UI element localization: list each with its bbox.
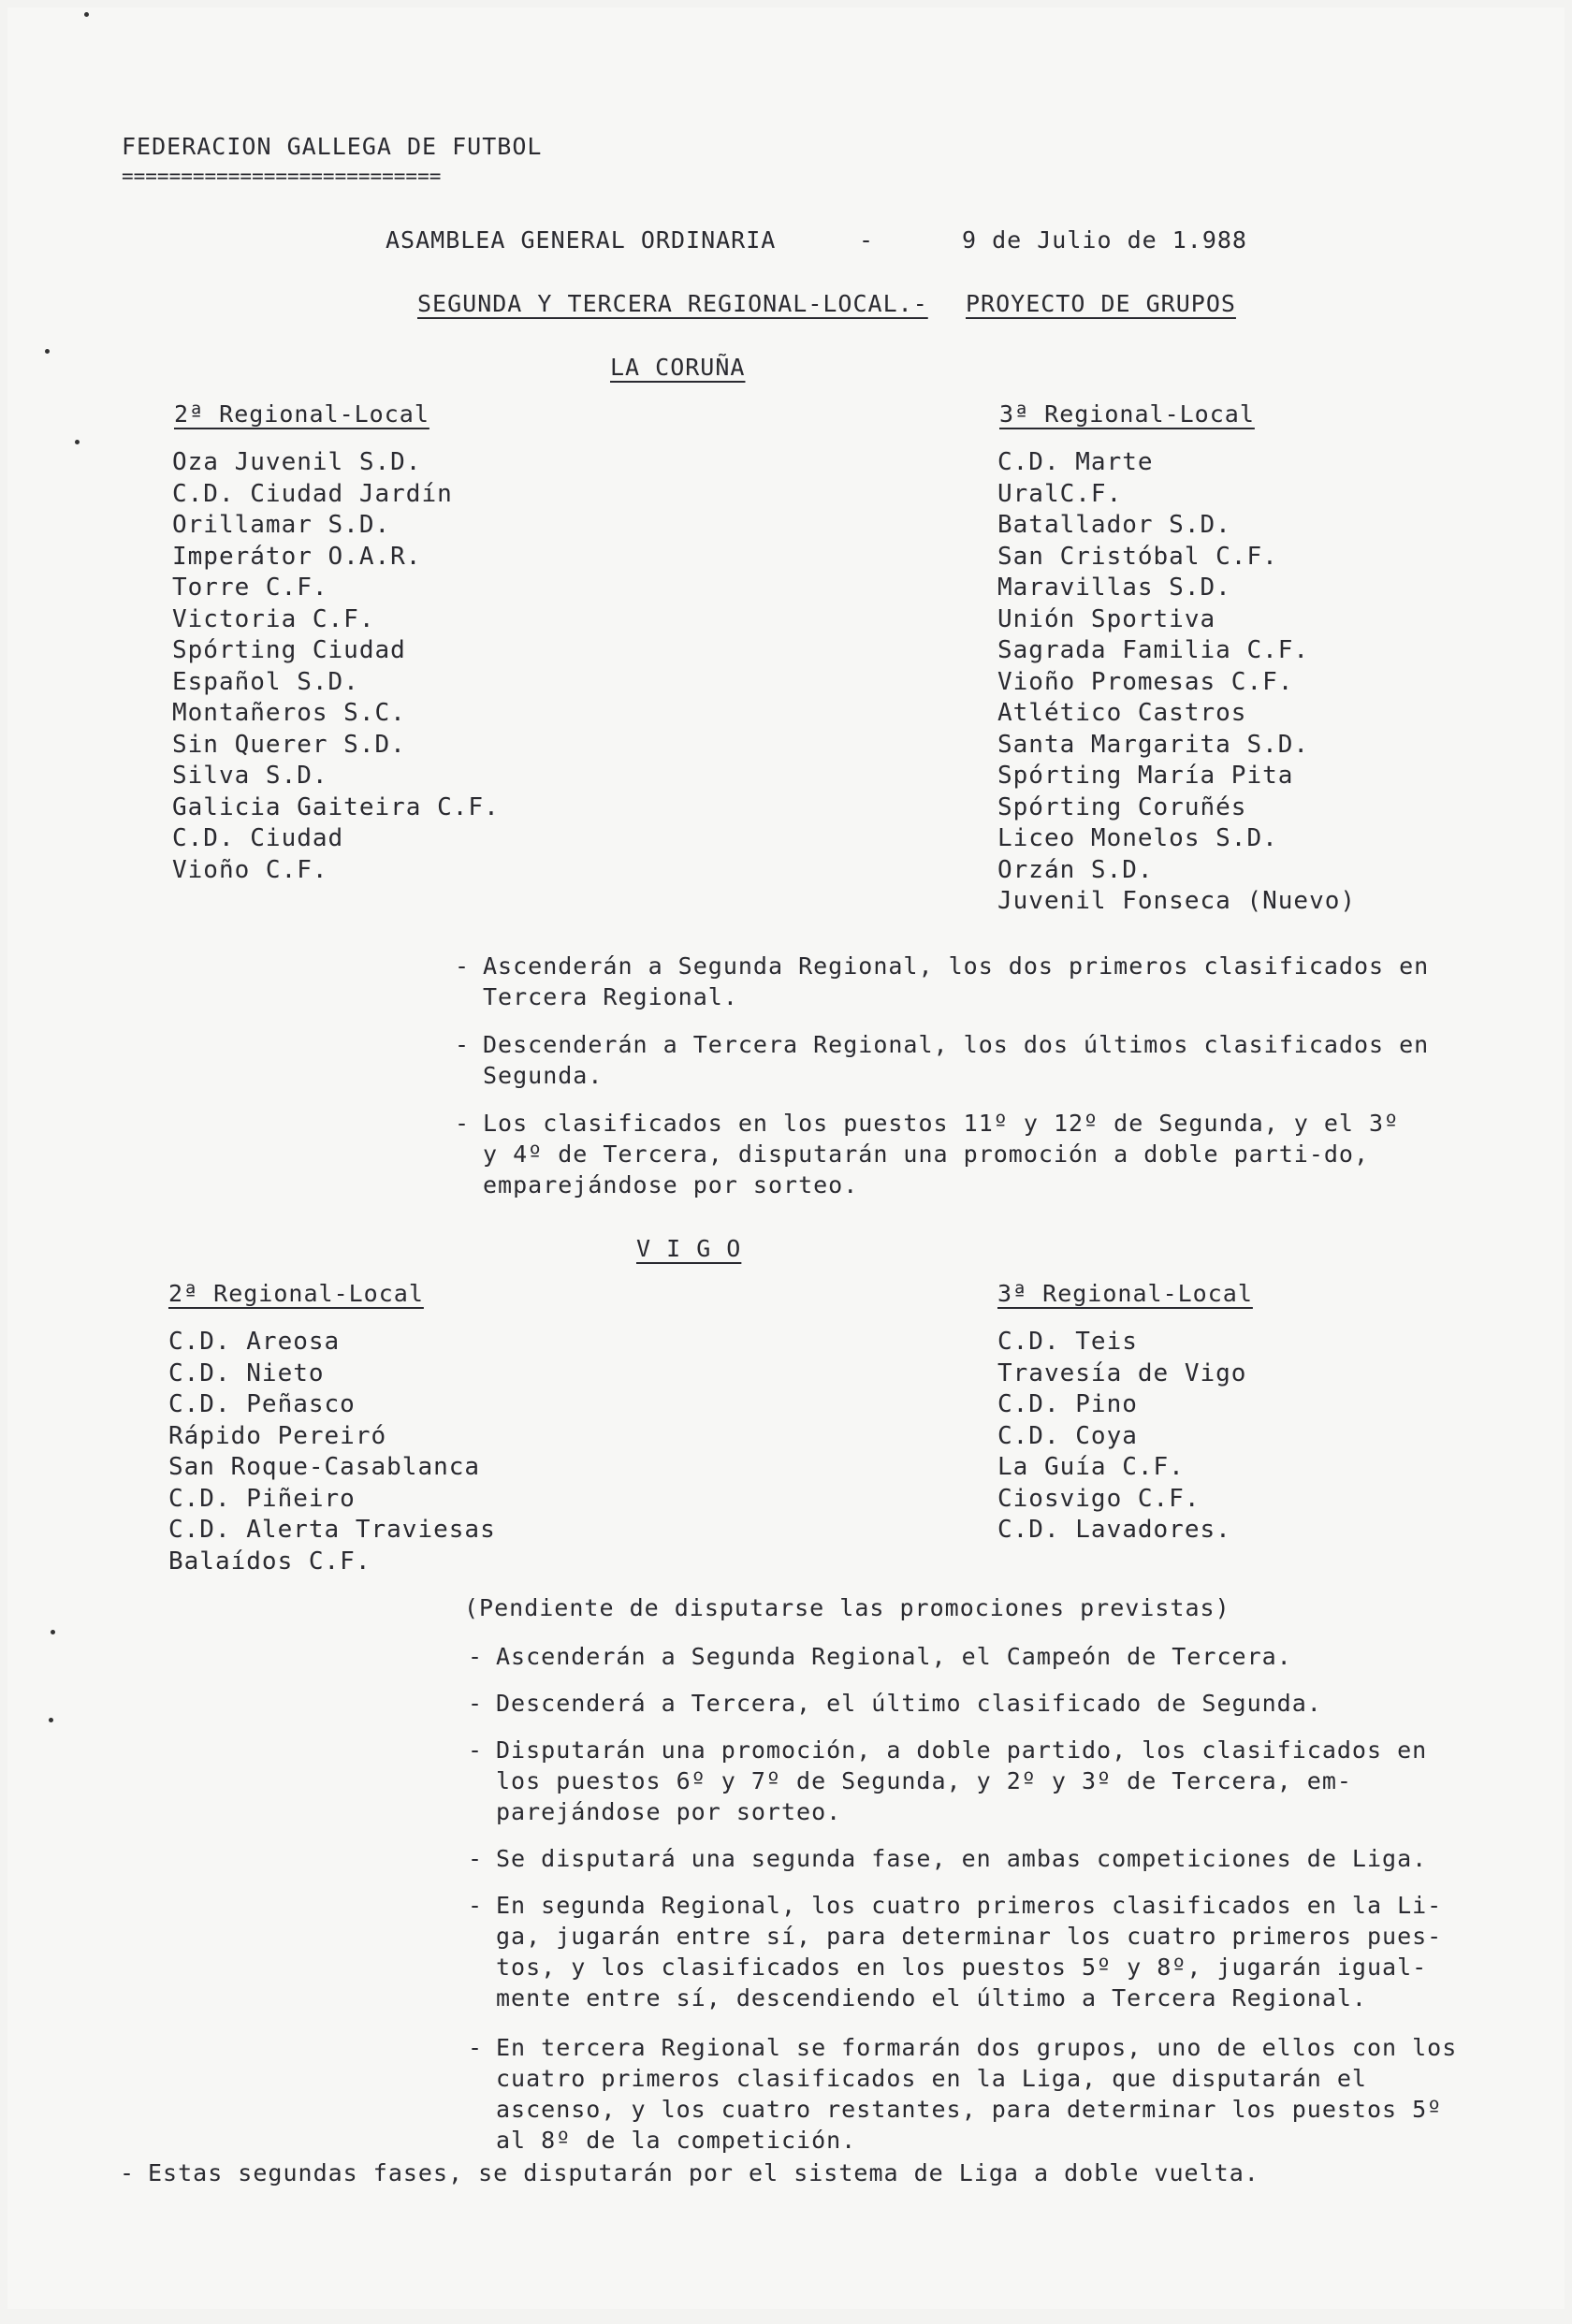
list-item: Juvenil Fonseca (Nuevo) [997, 887, 1357, 915]
list-item: C.D. Lavadores. [997, 1516, 1231, 1544]
list-item: Santa Margarita S.D. [997, 730, 1310, 759]
coruna-2a-list [172, 447, 500, 886]
list-item: C.D. Ciudad Jardín [172, 479, 453, 508]
list-item: C.D. Nieto [168, 1358, 325, 1387]
list-item: La Guía C.F. [997, 1453, 1185, 1481]
section-title-vigo: V I G O [636, 1235, 742, 1262]
list-item: C.D. Coya [997, 1421, 1138, 1450]
list-item: C.D. Alerta Traviesas [168, 1516, 496, 1544]
federation-title: FEDERACION GALLEGA DE FUTBOL [122, 133, 543, 160]
coruna-note: - Los clasificados en los puestos 11º y 12º de Segunda, y el 3º y 4º de Tercera, disputarán una promoción a doble parti-do, emparejándose por sorteo. [455, 1110, 1400, 1198]
vigo-note: - Ascenderán a Segunda Regional, el Campeón de Tercera. [468, 1643, 1292, 1670]
scan-mark [45, 349, 50, 354]
list-item: Torre C.F. [172, 574, 328, 602]
vigo-2a-list [168, 1327, 496, 1577]
list-item: C.D. Pino [997, 1390, 1138, 1418]
vigo-note: - En tercera Regional se formarán dos grupos, uno de ellos con los cuatro primeros clasificados en la Liga, que disputarán el ascenso, y los cuatro restantes, para determinar los puestos 5º al 8º de la competición. [468, 2034, 1458, 2154]
list-item: Montañeros S.C. [172, 699, 406, 727]
list-item: San Roque-Casablanca [168, 1453, 481, 1481]
list-item: Rápido Pereiró [168, 1421, 387, 1450]
list-item: Spórting Ciudad [172, 636, 406, 664]
list-item: Vioño C.F. [172, 855, 328, 884]
vigo-note: - Se disputará una segunda fase, en ambas competiciones de Liga. [468, 1845, 1428, 1872]
list-item: Imperátor O.A.R. [172, 542, 422, 571]
coruna-3a-list [997, 447, 1356, 918]
list-item: Spórting Coruñés [997, 792, 1247, 821]
list-item: Balaídos C.F. [168, 1547, 371, 1576]
assembly-dash: - [859, 226, 875, 254]
list-item: Travesía de Vigo [997, 1358, 1247, 1387]
assembly-title: ASAMBLEA GENERAL ORDINARIA [386, 226, 777, 254]
scan-mark [75, 440, 80, 444]
list-item: Galicia Gaiteira C.F. [172, 792, 500, 821]
list-item: C.D. Teis [997, 1328, 1138, 1356]
scan-mark [49, 1718, 53, 1722]
list-item: Unión Sportiva [997, 604, 1216, 633]
list-item: Silva S.D. [172, 762, 328, 790]
vigo-note: - Disputarán una promoción, a doble partido, los clasificados en los puestos 6º y 7º de Segunda, y 2º y 3º de Tercera, em-parejándose por sorteo. [468, 1736, 1428, 1825]
vigo-pending: (Pendiente de disputarse las promociones previstas) [464, 1594, 1230, 1621]
list-item: Oza Juvenil S.D. [172, 448, 422, 476]
coruna-3a-title: 3ª Regional-Local [999, 400, 1255, 428]
list-item: Español S.D. [172, 667, 359, 696]
vigo-2a-title: 2ª Regional-Local [168, 1280, 424, 1307]
section-title-coruna: LA CORUÑA [610, 354, 746, 381]
coruna-note: - Descenderán a Tercera Regional, los dos últimos clasificados en Segunda. [455, 1031, 1430, 1089]
list-item: Ciosvigo C.F. [997, 1484, 1201, 1513]
list-item: Sagrada Familia C.F. [997, 636, 1310, 664]
list-item: C.D. Areosa [168, 1328, 341, 1356]
assembly-date: 9 de Julio de 1.988 [962, 226, 1247, 254]
list-item: Liceo Monelos S.D. [997, 824, 1278, 852]
list-item: Victoria C.F. [172, 604, 375, 633]
scan-mark [51, 1630, 55, 1634]
coruna-note: - Ascenderán a Segunda Regional, los dos primeros clasificados en Tercera Regional. [455, 952, 1430, 1010]
list-item: Orillamar S.D. [172, 511, 391, 539]
list-item: Sin Querer S.D. [172, 730, 406, 759]
vigo-3a-title: 3ª Regional-Local [997, 1280, 1253, 1307]
list-item: Orzán S.D. [997, 855, 1154, 884]
coruna-2a-title: 2ª Regional-Local [174, 400, 429, 428]
list-item: Maravillas S.D. [997, 574, 1231, 602]
list-item: UralC.F. [997, 479, 1123, 508]
final-note: - Estas segundas fases, se disputarán por el sistema de Liga a doble vuelta. [120, 2159, 1259, 2186]
list-item: Atlético Castros [997, 699, 1247, 727]
subtitle-right: PROYECTO DE GRUPOS [966, 290, 1236, 317]
list-item: C.D. Peñasco [168, 1390, 356, 1418]
subtitle-left: SEGUNDA Y TERCERA REGIONAL-LOCAL.- [417, 290, 928, 317]
scan-mark [84, 12, 89, 17]
vigo-note: - En segunda Regional, los cuatro primeros clasificados en la Li-ga, jugarán entre sí, para determinar los cuatro primeros pues-tos, y los clasificados en los puestos 5º y 8º, jugarán igual-mente entre sí, descendiendo el último a Tercera Regional. [468, 1892, 1443, 2012]
list-item: San Cristóbal C.F. [997, 542, 1278, 571]
list-item: Batallador S.D. [997, 511, 1231, 539]
list-item: C.D. Ciudad [172, 824, 344, 852]
list-item: C.D. Piñeiro [168, 1484, 356, 1513]
list-item: Spórting María Pita [997, 762, 1294, 790]
list-item: Vioño Promesas C.F. [997, 667, 1294, 696]
document-page [7, 7, 1565, 2309]
title-rule: =========================== [122, 165, 442, 187]
vigo-note: - Descenderá a Tercera, el último clasificado de Segunda. [468, 1690, 1322, 1717]
vigo-3a-list [997, 1327, 1246, 1547]
list-item: C.D. Marte [997, 448, 1154, 476]
